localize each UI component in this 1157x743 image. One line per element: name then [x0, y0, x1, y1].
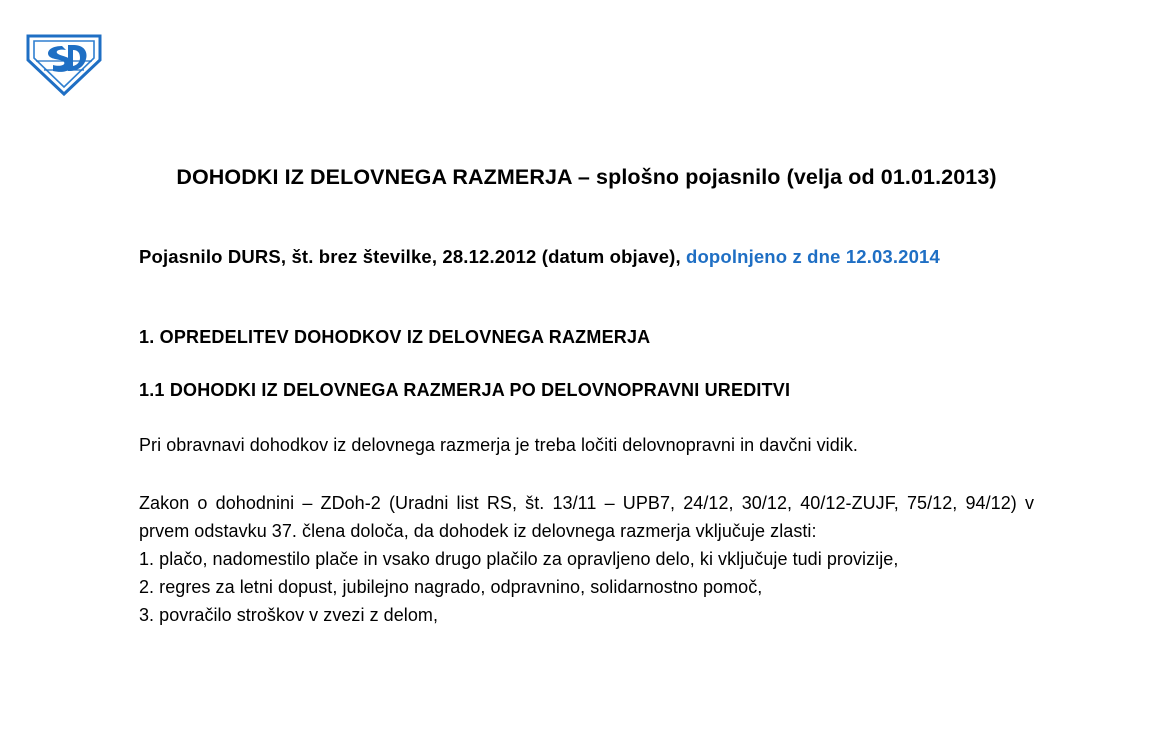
paragraph-1: Pri obravnavi dohodkov iz delovnega razmerja je treba ločiti delovnopravni in davčni vidik.: [139, 434, 858, 455]
document-subtitle: [139, 193, 1034, 270]
subtitle-plain-text: Pojasnilo DURS, št. brez številke, 28.12.2012 (datum objave),: [139, 245, 687, 267]
list-item: 2. regres za letni dopust, jubilejno nagrado, odpravnino, solidarnostno pomoč,: [139, 577, 763, 598]
subtitle-highlight-text: dopolnjeno z dne 12.03.2014: [686, 245, 940, 267]
sd-logo: [22, 30, 106, 98]
section-heading-1: 1. OPREDELITEV DOHODKOV IZ DELOVNEGA RAZMERJA: [139, 326, 651, 347]
section-heading-1-1: 1.1 DOHODKI IZ DELOVNEGA RAZMERJA PO DELOVNOPRAVNI UREDITVI: [139, 379, 791, 400]
list-item: 3. povračilo stroškov v zvezi z delom,: [139, 605, 439, 626]
list-item: 1. plačo, nadomestilo plače in vsako drugo plačilo za opravljeno delo, ki vključuje tudi provizije,: [139, 549, 899, 570]
paragraph-2: Zakon o dohodnini – ZDoh-2 (Uradni list RS, št. 13/11 – UPB7, 24/12, 30/12, 40/12-ZUJF, 75/12, 94/12) v prvem odstavku 37. člena določa, da dohodek iz delovnega razmerja vključuje zlasti:: [139, 492, 1034, 542]
document-content: [139, 162, 1034, 629]
page-title: DOHODKI IZ DELOVNEGA RAZMERJA – splošno pojasnilo (velja od 01.01.2013): [176, 165, 997, 189]
